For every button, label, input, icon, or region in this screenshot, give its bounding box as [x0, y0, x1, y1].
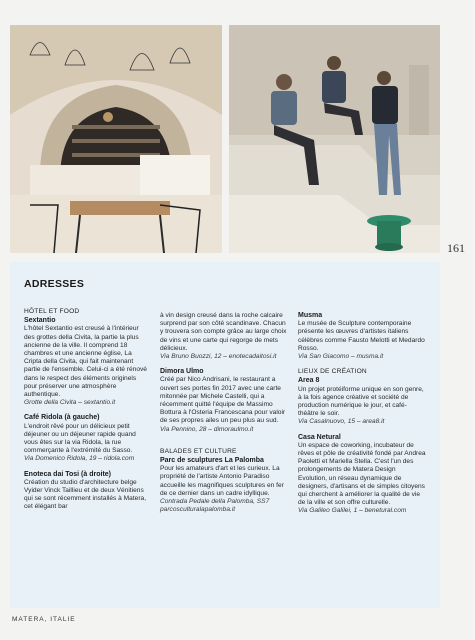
entry-address: Via Casalnuovo, 15 – area8.it	[298, 418, 385, 426]
entry-body: Créé par Nico Andrisani, le restaurant a ouvert ses portes fin 2017 avec une carte mitonnée par Michele Castelli, qui a récemment quitté l'équipe de Massimo Bottura à l'Osteria Francescana pour valoir de ses propres ailes un peu plus au sud.	[160, 376, 286, 425]
cafe-interior-photo	[10, 25, 222, 253]
entry-name: Sextantio	[24, 317, 56, 325]
section-heading: HÔTEL ET FOOD	[24, 308, 80, 315]
panel-title: ADRESSES	[24, 278, 85, 290]
column-3	[298, 312, 426, 523]
addresses-panel	[10, 262, 440, 608]
column-1	[24, 308, 148, 512]
section-heading: LIEUX DE CRÉATION	[298, 368, 367, 376]
entry-name: Enoteca dai Tosi (à droite)	[24, 470, 111, 478]
entry-address: Via Galileo Galilei, 1 – benetural.com	[298, 507, 407, 515]
entry-address: Via Bruno Buozzi, 12 – enotecadaitosi.it	[160, 353, 277, 361]
entry-body: Un espace de coworking, incubateur de rêves et pôle de créativité fondé par Andrea Paoletti et Mariella Stella. C'est l'un des prolongements de Matera Design Evolution, un réseau dynamique de designers, d'artisans et de simples citoyens qui cherchent à améliorer la qualité de vie de la ville et son offre culturelle.	[298, 441, 426, 507]
entry-body: Création du studio d'architecture belge Vyider Vinck Taillieu et de deux Vénitiens qui se sont récemment installés à Matera, cet élégant bar	[24, 478, 147, 511]
entry-body-continued: à vin design creusé dans la roche calcaire surprend par son côté scandinave. Chacun y trouvera son compte grâce au large choix de vins et une carte qui regorge de mets délicieux.	[160, 312, 287, 352]
entry-body: Pour les amateurs d'art et les curieux. La propriété de l'artiste Antonio Paradiso accueille les magnifiques sculptures en fer de ce dernier dans un cadre idyllique.	[160, 465, 284, 497]
section-heading: BALADES ET CULTURE	[160, 447, 237, 455]
entry-address: Via San Giacomo – musma.it	[298, 353, 384, 361]
entry-address: Grotte della Civita – sextantio.it	[24, 399, 116, 407]
entry-body: L'endroit rêvé pour un délicieux petit déjeuner ou un déjeuner rapide quand vous êtes sur la via Ridola, la rue commerçante à l'extrémité du Sasso.	[24, 422, 136, 455]
entry-name: Musma	[298, 312, 323, 319]
column-2	[160, 312, 290, 521]
entry-body: Le musée de Sculpture contemporaine présente les œuvres d'artistes italiens célèbres comme Fausto Melotti et Medardo Rosso.	[298, 320, 425, 352]
entry-name: Café Ridola (à gauche)	[24, 414, 100, 422]
founders-photo	[229, 25, 440, 253]
entry-name: Dimora Ulmo	[160, 368, 204, 376]
entry-address: Contrada Pedale della Palomba, SS7 parcosculturalapalomba.it	[160, 498, 270, 514]
entry-address: Via Pennino, 28 – dimoraulmo.it	[160, 425, 254, 433]
entry-name: Area 8	[298, 377, 320, 385]
entry-body: Un projet protéiforme unique en son genre, à la fois agence créative et société de production numérique le jour, et café-théâtre le soir.	[298, 385, 424, 418]
entry-body: L'hôtel Sextantio est creusé à l'intérieur des grottes della Civita, la partie la plus ancienne de la ville. Il comprend 18 chambres et une ancienne église, La Cripta della Civita, qui fait maintenant partie de l'ensemble. Celui-ci a été rénové dans le respect des éléments originels pour préserver une atmosphère authentique.	[24, 325, 147, 399]
running-footer: MATERA, ITALIE	[12, 616, 76, 623]
entry-address: Via Domenico Ridola, 19 – ridola.com	[24, 455, 135, 463]
entry-name: Casa Netural	[298, 433, 341, 441]
page-number: 161	[447, 241, 465, 255]
entry-name: Parc de sculptures La Palomba	[160, 457, 264, 465]
